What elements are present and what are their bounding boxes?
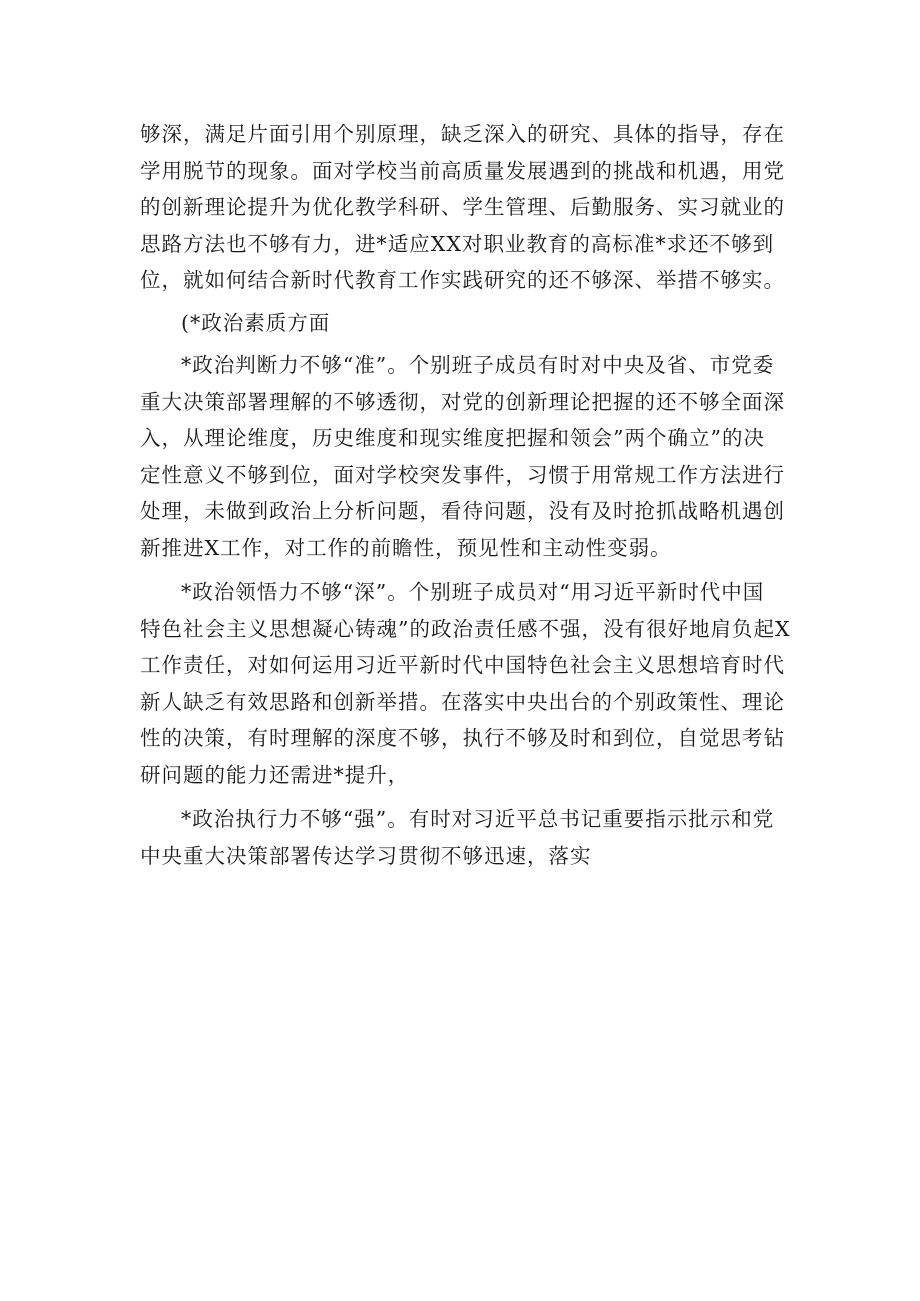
text-line: 处理，未做到政治上分析问题，看待问题，没有及时抢抓战略机遇创 xyxy=(140,499,785,523)
heading-text: (*政治素质方面 xyxy=(181,310,331,335)
text-line: 学用脱节的现象。面对学校当前高质量发展遇到的挑战和机遇，用党 xyxy=(140,158,785,183)
text-line: 重大决策部署理解的不够透彻，对党的创新理论把握的还不够全面深 xyxy=(140,389,785,414)
text-line: 工作责任，对如何运用习近平新时代中国特色社会主义思想培育时代 xyxy=(140,653,785,677)
paragraph-political-judgment xyxy=(140,347,792,566)
text-line: 中央重大决策部署传达学习贯彻不够迅速，落实 xyxy=(140,843,592,868)
text-line: 位，就如何结合新时代教育工作实践研究的还不够深、举措不够实。 xyxy=(140,268,785,292)
text-line: 定性意义不够到位，面对学校突发事件，习惯于用常规工作方法进行 xyxy=(140,462,785,487)
text-line: 的创新理论提升为优化教学科研、学生管理、后勤服务、实习就业的 xyxy=(140,195,785,219)
section-heading xyxy=(140,305,792,342)
paragraph-continuation xyxy=(140,116,792,299)
text-line: 够深，满足片面引用个别原理，缺乏深入的研究、具体的指导，存在 xyxy=(140,122,785,146)
text-line: *政治领悟力不够“深”。个别班子成员对“用习近平新时代中国 xyxy=(181,580,765,604)
text-line: 新推进X工作，对工作的前瞻性，预见性和主动性变弱。 xyxy=(140,535,672,560)
paragraph-political-comprehension xyxy=(140,574,792,793)
text-line: 新人缺乏有效思路和创新举措。在落实中央出台的个别政策性、理论 xyxy=(140,689,785,714)
text-line: *政治判断力不够“准”。个别班子成员有时对中央及省、市党委 xyxy=(181,353,775,377)
text-line: 入，从理论维度，历史维度和现实维度把握和领会”两个确立”的决 xyxy=(140,426,765,450)
text-line: 研问题的能力还需进*提升， xyxy=(140,762,410,787)
text-line: 思路方法也不够有力，进*适应XX对职业教育的高标准*求还不够到 xyxy=(140,231,775,256)
text-line: *政治执行力不够“强”。有时对习近平总书记重要指示批示和党 xyxy=(181,807,775,831)
text-line: 性的决策，有时理解的深度不够，执行不够及时和到位，自觉思考钻 xyxy=(140,726,785,750)
document-body xyxy=(140,116,792,874)
paragraph-political-execution xyxy=(140,801,792,874)
text-line: 特色社会主义思想凝心铸魂”的政治责任感不强，没有很好地肩负起X xyxy=(140,616,791,641)
